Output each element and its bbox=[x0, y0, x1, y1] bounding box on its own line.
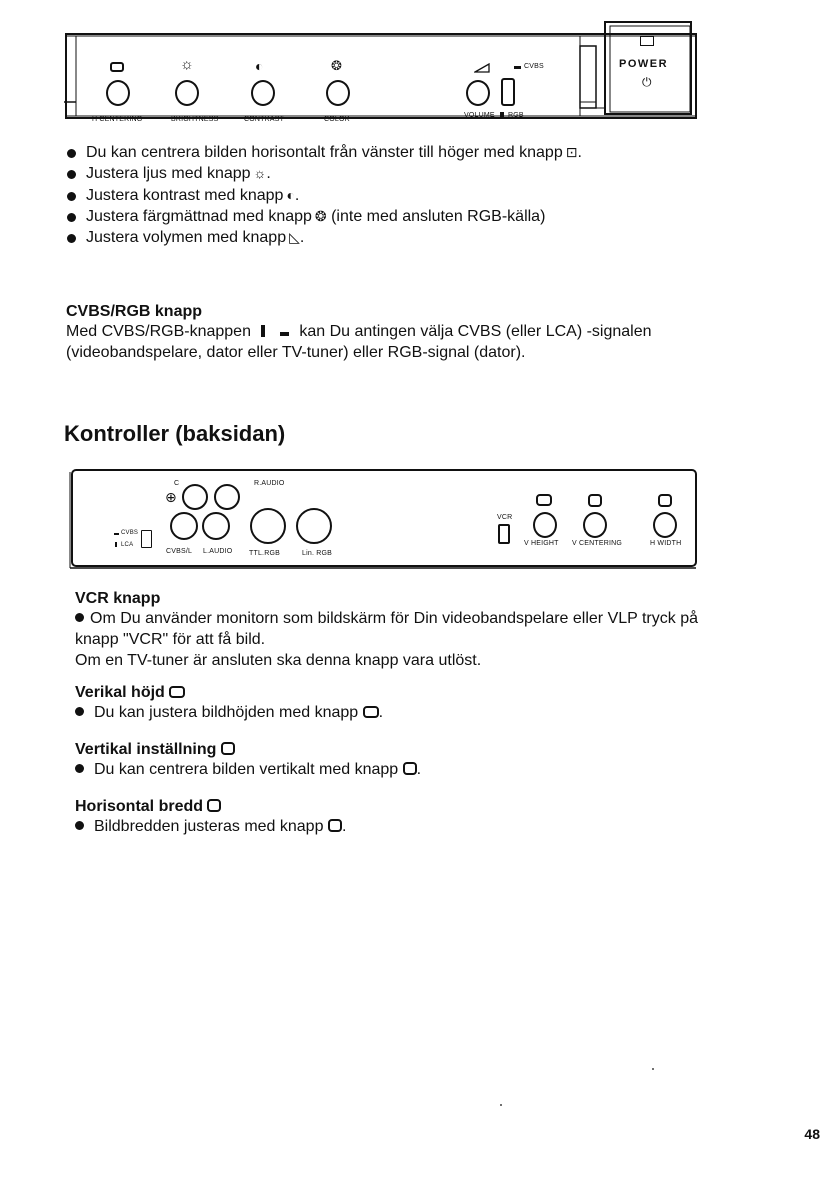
v-height-label: V HEIGHT bbox=[524, 540, 559, 547]
volume-icon: ◺ bbox=[289, 229, 300, 246]
h-width-label: H WIDTH bbox=[650, 540, 682, 547]
cvbs-rgb-text-line1: Med CVBS/RGB-knappen kan Du antingen välja CVBS (eller LCA) -signalen bbox=[66, 323, 652, 340]
v-height-icon bbox=[169, 686, 185, 698]
rgb-indicator-icon bbox=[261, 325, 265, 337]
brightness-icon: ☼ bbox=[180, 56, 194, 73]
volume-label: VOLUME bbox=[464, 112, 495, 119]
h-centering-icon bbox=[110, 62, 124, 72]
front-panel-outline bbox=[62, 20, 698, 124]
brightness-knob[interactable] bbox=[175, 80, 199, 106]
cvbs-rgb-section bbox=[66, 303, 786, 363]
cvbs-indicator-icon bbox=[114, 533, 119, 535]
rgb-label: RGB bbox=[508, 112, 524, 119]
contrast-icon: ◐ bbox=[286, 186, 295, 203]
h-width-bullet: Bildbredden justeras med knapp . bbox=[75, 816, 795, 837]
cvbs-l-label: CVBS/L bbox=[166, 548, 193, 555]
bullet-icon bbox=[75, 707, 84, 716]
v-height-icon bbox=[536, 494, 552, 506]
volume-knob[interactable] bbox=[466, 80, 490, 106]
cvbs-label: CVBS bbox=[524, 63, 544, 70]
list-item: Du kan centrera bilden horisontalt från vänster till höger med knapp ⊡. bbox=[66, 142, 786, 163]
brightness-label: BRIGHTNESS bbox=[171, 116, 219, 123]
h-width-heading: Horisontal bredd bbox=[75, 798, 795, 816]
lin-rgb-connector[interactable] bbox=[296, 508, 332, 544]
h-width-icon bbox=[328, 819, 342, 832]
front-controls-list bbox=[66, 142, 786, 248]
lca-switch-label: LCA bbox=[121, 542, 134, 548]
brightness-icon: ☼ bbox=[253, 165, 267, 182]
list-item: Justera ljus med knapp ☼. bbox=[66, 163, 786, 184]
contrast-icon: ◐ bbox=[255, 58, 264, 74]
rear-controls-title: Kontroller (baksidan) bbox=[64, 421, 286, 446]
vcr-text-line2: knapp "VCR" för att få bild. bbox=[75, 631, 266, 648]
power-led-icon bbox=[640, 36, 654, 46]
power-button[interactable]: ⏻ bbox=[642, 75, 652, 89]
h-width-section bbox=[75, 798, 795, 837]
v-height-knob[interactable] bbox=[533, 512, 557, 538]
v-height-bullet: Du kan justera bildhöjden med knapp . bbox=[75, 702, 795, 723]
bullet-icon bbox=[75, 613, 84, 622]
ground-icon: ⊕ bbox=[165, 489, 177, 505]
bullet-icon bbox=[75, 764, 84, 773]
v-center-heading: Vertikal inställning bbox=[75, 741, 795, 759]
list-item: Justera kontrast med knapp ◐. bbox=[66, 185, 786, 206]
volume-icon bbox=[474, 60, 490, 70]
color-icon: ❂ bbox=[314, 207, 327, 224]
cvbs-rgb-heading: CVBS/RGB knapp bbox=[66, 303, 203, 320]
v-height-icon bbox=[363, 706, 379, 718]
h-centering-knob[interactable] bbox=[106, 80, 130, 106]
v-center-bullet: Du kan centrera bilden vertikalt med knapp . bbox=[75, 759, 795, 780]
vcr-text-line3: Om en TV-tuner är ansluten ska denna knapp vara utlöst. bbox=[75, 652, 482, 669]
scan-speck bbox=[500, 1104, 502, 1106]
cvbs-rgb-text-line2: (videobandspelare, dator eller TV-tuner) eller RGB-signal (dator). bbox=[66, 344, 526, 361]
color-label: COLOR bbox=[324, 116, 350, 123]
r-audio-jack[interactable] bbox=[214, 484, 240, 510]
list-item: Justera färgmättnad med knapp ❂ (inte med ansluten RGB-källa) bbox=[66, 206, 786, 227]
rgb-indicator-icon bbox=[500, 112, 504, 119]
rear-panel-diagram bbox=[66, 468, 700, 570]
v-centering-icon bbox=[588, 494, 602, 507]
v-centering-icon bbox=[221, 742, 235, 755]
v-centering-icon bbox=[403, 762, 417, 775]
color-icon: ❂ bbox=[331, 58, 342, 73]
cvbs-rgb-button[interactable] bbox=[501, 78, 515, 106]
cvbs-indicator-icon bbox=[514, 66, 521, 69]
vcr-text-line1: Om Du använder monitorn som bildskärm för Din videobandspelare eller VLP tryck på bbox=[75, 608, 805, 629]
h-centering-label: H CENTERING bbox=[92, 116, 143, 123]
contrast-label: CONTRAST bbox=[244, 116, 285, 123]
v-height-section bbox=[75, 684, 795, 723]
vcr-button[interactable] bbox=[498, 524, 510, 544]
vcr-label: VCR bbox=[497, 514, 513, 521]
cvbs-indicator-icon bbox=[280, 332, 289, 336]
vcr-section bbox=[75, 590, 805, 671]
page-number: 48 bbox=[804, 1126, 820, 1142]
h-width-knob[interactable] bbox=[653, 512, 677, 538]
list-item: Justera volymen med knapp ◺. bbox=[66, 227, 786, 248]
h-width-icon bbox=[207, 799, 221, 812]
ttl-rgb-label: TTL.RGB bbox=[249, 550, 280, 557]
contrast-knob[interactable] bbox=[251, 80, 275, 106]
l-audio-jack[interactable] bbox=[202, 512, 230, 540]
v-center-section bbox=[75, 741, 795, 780]
v-height-heading: Verikal höjd bbox=[75, 684, 795, 702]
h-width-icon bbox=[658, 494, 672, 507]
lin-rgb-label: Lin. RGB bbox=[302, 550, 332, 557]
v-centering-label: V CENTERING bbox=[572, 540, 623, 547]
front-panel-diagram bbox=[62, 20, 698, 124]
bullet-icon bbox=[75, 821, 84, 830]
vcr-heading: VCR knapp bbox=[75, 590, 161, 607]
lca-indicator-icon bbox=[115, 542, 117, 547]
c-label: C bbox=[174, 480, 180, 487]
c-input-jack[interactable] bbox=[182, 484, 208, 510]
cvbs-switch-label: CVBS bbox=[121, 530, 139, 536]
power-label: POWER bbox=[619, 58, 669, 70]
v-centering-knob[interactable] bbox=[583, 512, 607, 538]
scan-speck bbox=[652, 1068, 654, 1070]
r-audio-label: R.AUDIO bbox=[254, 480, 285, 487]
ttl-rgb-connector[interactable] bbox=[250, 508, 286, 544]
color-knob[interactable] bbox=[326, 80, 350, 106]
cvbs-lca-switch[interactable] bbox=[141, 530, 152, 548]
h-centering-icon: ⊡ bbox=[565, 144, 578, 160]
l-audio-label: L.AUDIO bbox=[203, 548, 233, 555]
cvbs-l-jack[interactable] bbox=[170, 512, 198, 540]
